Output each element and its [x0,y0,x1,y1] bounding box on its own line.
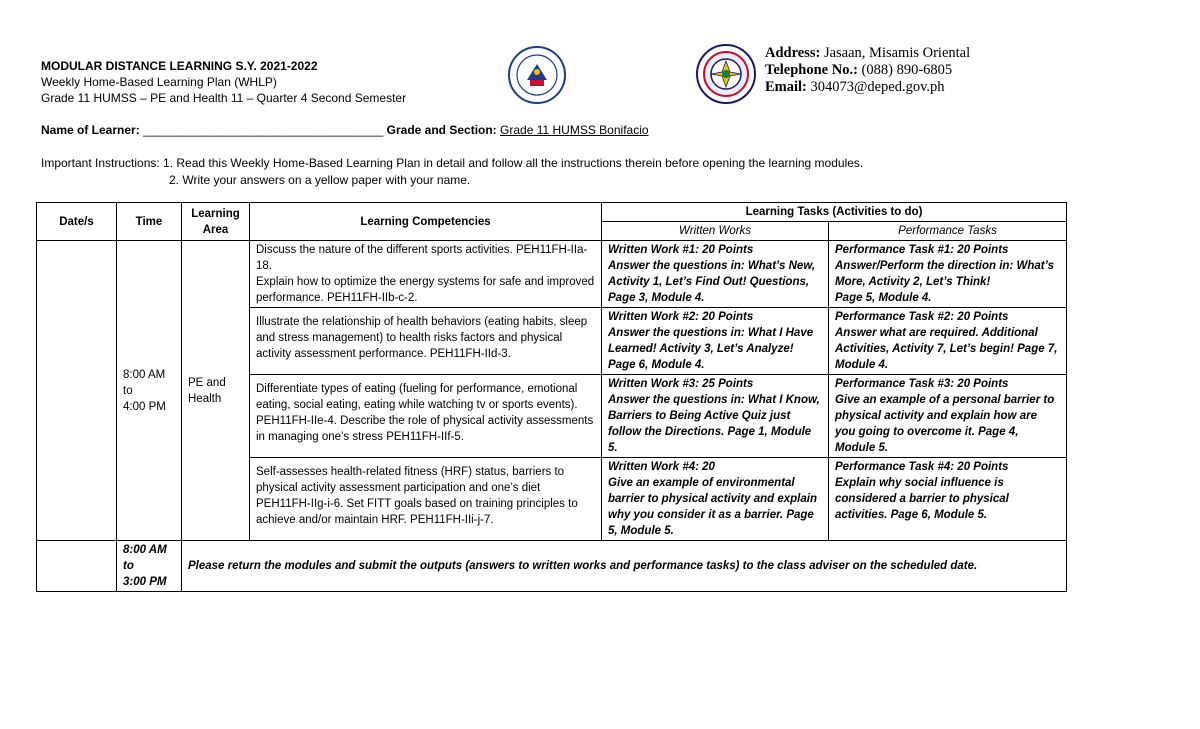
written-work-cell: Written Work #3: 25 Points Answer the questions in: What I Know, Barriers to Being Active Quiz just follow the Directions. Page 1, Module 5. [602,375,829,458]
document-subtitle: Weekly Home-Based Learning Plan (WHLP) [41,75,277,89]
performance-task-cell: Performance Task #3: 20 Points Give an example of a personal barrier to physical activity and explain how are you going to overcome it. Page 4, Module 5. [829,375,1067,458]
grade-line: Grade 11 HUMSS – PE and Health 11 – Quarter 4 Second Semester [41,91,407,105]
phone-label: Telephone No.: [765,62,858,78]
final-dates-cell [37,541,117,592]
time-end: 4:00 PM [123,400,166,413]
header-learning-area: Learning Area [182,203,250,241]
header-performance-tasks: Performance Tasks [829,222,1067,241]
phone-value: (088) 890-6805 [861,62,953,78]
instructions [41,155,863,189]
header-time: Time [117,203,182,241]
document-title: MODULAR DISTANCE LEARNING S.Y. 2021-2022 [41,59,318,73]
final-time-to: to [123,560,134,572]
learner-line [41,123,649,137]
time-to: to [123,384,133,397]
dates-cell [37,241,117,541]
final-time-cell [117,541,182,592]
header-learning-tasks: Learning Tasks (Activities to do) [602,203,1067,222]
competency-cell: Illustrate the relationship of health behaviors (eating habits, sleep and stress management) to health risks factors and physical activity assessment performance. PEH11FH-IId-3. [250,308,602,375]
header-dates: Date/s [37,203,117,241]
address-label: Address: [765,45,821,61]
contact-block [765,45,970,96]
time-cell [117,241,182,541]
email-value: 304073@deped.gov.ph [810,79,945,95]
final-note-cell: Please return the modules and submit the outputs (answers to written works and performance tasks) to the class adviser on the scheduled date. [182,541,1067,592]
written-work-cell: Written Work #2: 20 Points Answer the questions in: What I Have Learned! Activity 3, Let’s Analyze! Page 6, Module 4. [602,308,829,375]
time-start: 8:00 AM [123,368,166,381]
email-label: Email: [765,79,807,95]
learner-name-label: Name of Learner: [41,123,140,137]
address-value: Jasaan, Misamis Oriental [823,45,971,61]
area-line-1: PE and [188,376,226,389]
performance-task-cell: Performance Task #2: 20 Points Answer what are required. Additional Activities, Activity 7, Let’s begin! Page 7, Module 4. [829,308,1067,375]
learner-name-blank: ____________________________________ [143,123,384,137]
final-time-end: 3:00 PM [123,576,167,588]
grade-section-label: Grade and Section: [386,123,497,137]
instruction-line-2: 2. Write your answers on a yellow paper with your name. [169,173,471,187]
final-time-start: 8:00 AM [123,544,167,556]
area-line-2: Health [188,392,222,405]
written-work-cell: Written Work #1: 20 Points Answer the questions in: What’s New, Activity 1, Let’s Find Out! Questions, Page 3, Module 4. [602,241,829,308]
competency-cell: Differentiate types of eating (fueling for performance, emotional eating, social eating, eating while watching tv or sports events). PEH11FH-IIe-4. Describe the role of physical activity assessments in managing one’s stress PEH11FH-IIf-5. [250,375,602,458]
competency-cell: Self-assesses health-related fitness (HRF) status, barriers to physical activity assessment participation and one’s diet PEH11FH-IIg-i-6. Set FITT goals based on training principles to achieve and/or maintain HRF. PEH11FH-IIi-j-7. [250,458,602,541]
written-work-cell: Written Work #4: 20 Give an example of environmental barrier to physical activity and explain why you consider it as a barrier. Page 5, Module 5. [602,458,829,541]
performance-task-cell: Performance Task #4: 20 Points Explain why social influence is considered a barrier to physical activities. Page 6, Module 5. [829,458,1067,541]
school-logo-icon [696,44,756,104]
header-written-works: Written Works [602,222,829,241]
performance-task-cell: Performance Task #1: 20 Points Answer/Perform the direction in: What’s More, Activity 2, Let’s Think! Page 5, Module 4. [829,241,1067,308]
learning-plan-table [36,202,1067,592]
grade-section-value: Grade 11 HUMSS Bonifacio [500,123,649,137]
header-competencies: Learning Competencies [250,203,602,241]
competency-cell: Discuss the nature of the different sports activities. PEH11FH-IIa-18. Explain how to optimize the energy systems for safe and improved performance. PEH11FH-IIb-c-2. [250,241,602,308]
deped-seal-icon [508,46,566,104]
document-header [41,58,406,106]
instruction-line-1: Important Instructions: 1. Read this Weekly Home-Based Learning Plan in detail and follow all the instructions therein before opening the learning modules. [41,156,864,170]
learning-area-cell [182,241,250,541]
